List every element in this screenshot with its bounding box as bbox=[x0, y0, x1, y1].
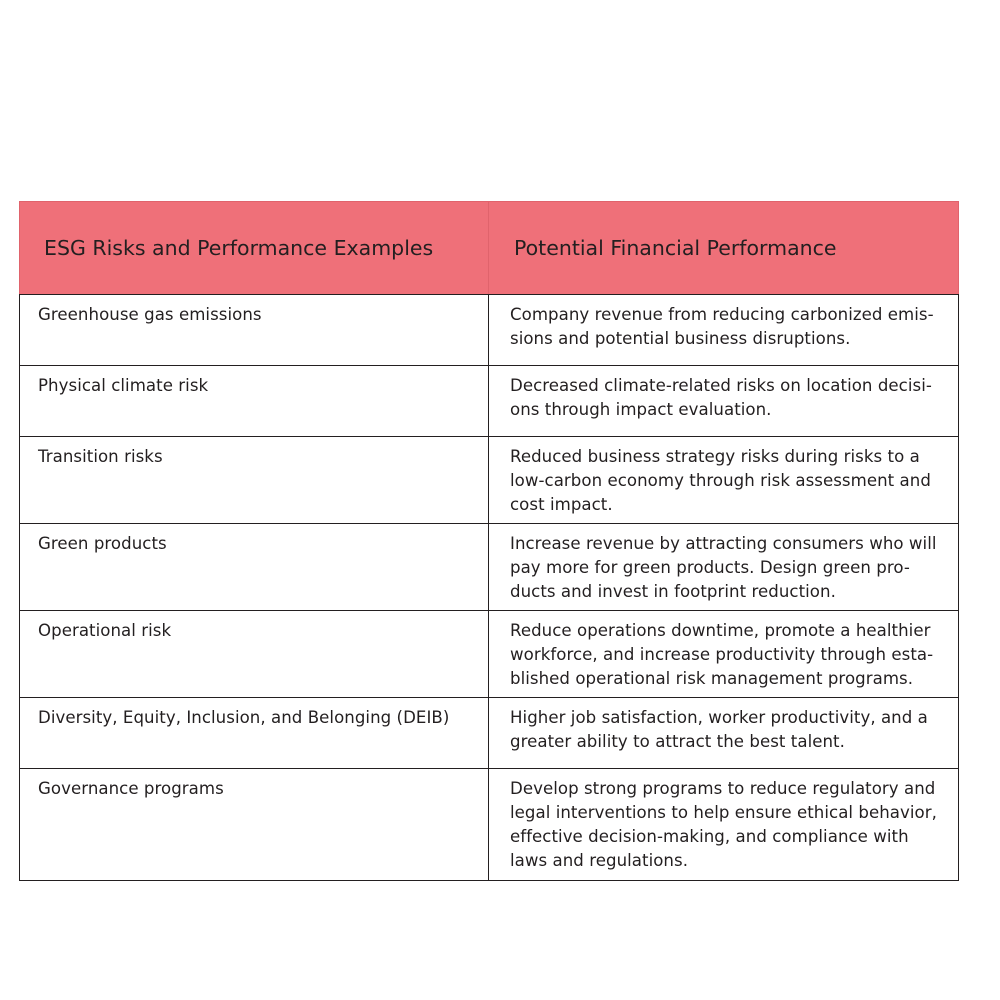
risk-cell: Transition risks bbox=[20, 437, 489, 524]
table-row bbox=[20, 769, 959, 881]
risk-cell: Physical climate risk bbox=[20, 366, 489, 437]
risk-cell: Operational risk bbox=[20, 611, 489, 698]
table-header bbox=[20, 202, 959, 295]
performance-cell: Increase revenue by attracting consumers who will pay more for green products. Design green pro- ducts and invest in footprint reduction. bbox=[489, 524, 959, 611]
risk-cell: Green products bbox=[20, 524, 489, 611]
risk-cell: Governance programs bbox=[20, 769, 489, 881]
table-row bbox=[20, 366, 959, 437]
performance-cell: Reduce operations downtime, promote a healthier workforce, and increase productivity through esta- blished operational risk management programs. bbox=[489, 611, 959, 698]
table-row bbox=[20, 295, 959, 366]
table-row bbox=[20, 698, 959, 769]
table-row bbox=[20, 524, 959, 611]
table-row bbox=[20, 611, 959, 698]
header-performance: Potential Financial Performance bbox=[489, 202, 959, 295]
table-row bbox=[20, 437, 959, 524]
header-row bbox=[20, 202, 959, 295]
performance-cell: Reduced business strategy risks during risks to a low-carbon economy through risk assessment and cost impact. bbox=[489, 437, 959, 524]
performance-cell: Company revenue from reducing carbonized emis- sions and potential business disruptions. bbox=[489, 295, 959, 366]
performance-cell: Decreased climate-related risks on location decisi- ons through impact evaluation. bbox=[489, 366, 959, 437]
performance-cell: Develop strong programs to reduce regulatory and legal interventions to help ensure ethical behavior, effective decision-making, and compliance with laws and regulations. bbox=[489, 769, 959, 881]
esg-risks-table bbox=[19, 201, 959, 881]
performance-cell: Higher job satisfaction, worker productivity, and a greater ability to attract the best talent. bbox=[489, 698, 959, 769]
risk-cell: Greenhouse gas emissions bbox=[20, 295, 489, 366]
header-risk: ESG Risks and Performance Examples bbox=[20, 202, 489, 295]
risk-cell: Diversity, Equity, Inclusion, and Belonging (DEIB) bbox=[20, 698, 489, 769]
table-body bbox=[20, 295, 959, 881]
